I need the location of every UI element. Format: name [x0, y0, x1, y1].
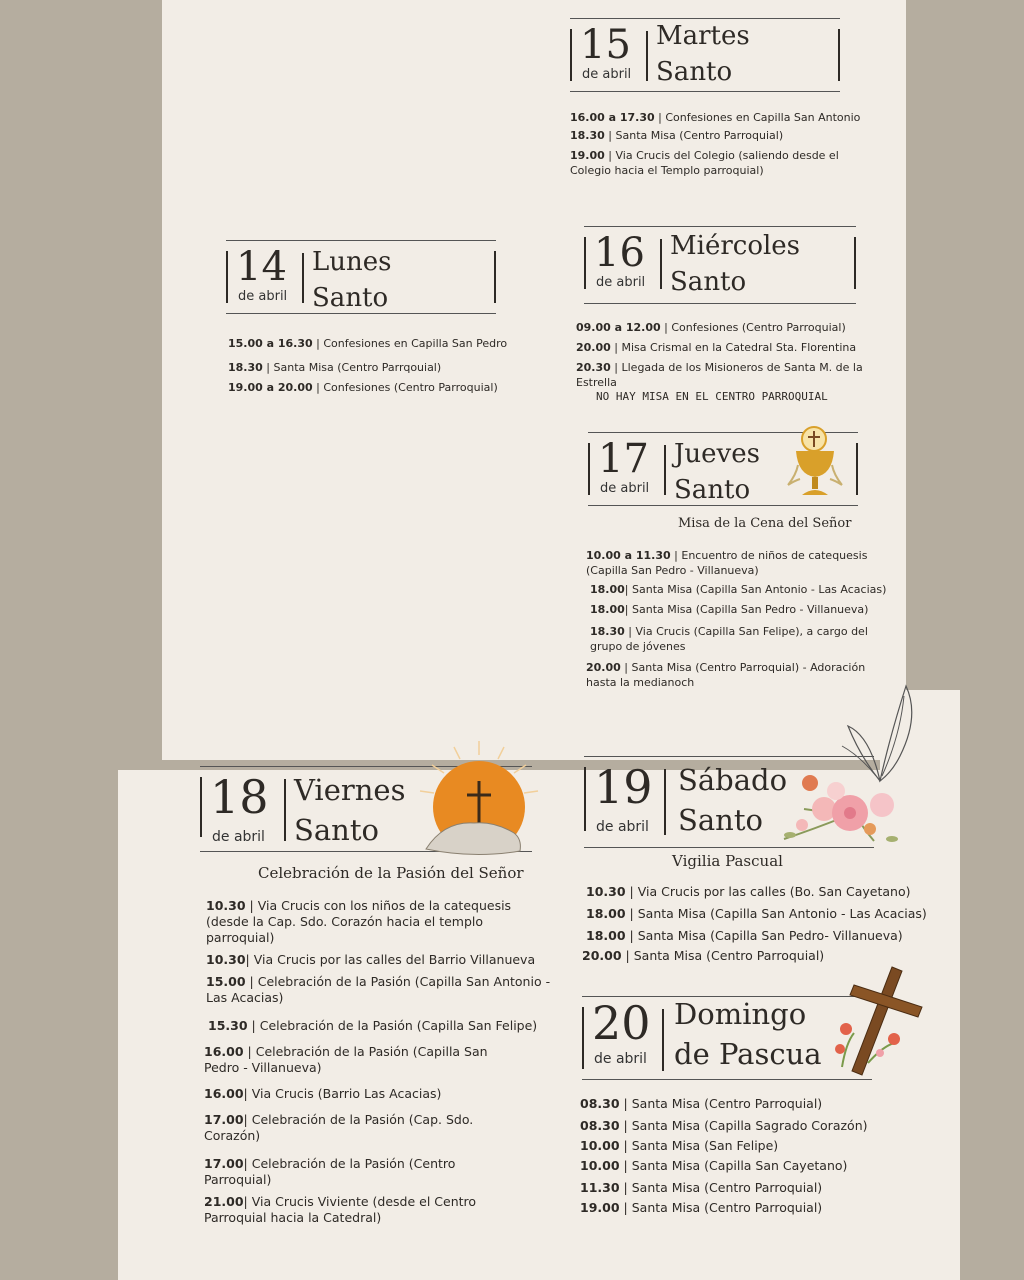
day-month: de abril [238, 289, 288, 304]
event-text: Confesiones en Capilla San Pedro [323, 337, 508, 350]
event-item: 18.30 | Via Crucis (Capilla San Felipe), a cargo del grupo de jóvenes [590, 625, 868, 653]
event-item: 15.30 | Celebración de la Pasión (Capilla San Felipe) [208, 1018, 538, 1033]
event-text: Celebración de la Pasión (Centro Parroquial) [204, 1156, 456, 1187]
event-item: 19.00 | Via Crucis del Colegio (saliendo desde el Colegio hacia el Templo parroquial) [570, 149, 839, 177]
day-number: 20 [592, 996, 651, 1050]
event-item: 18.00| Santa Misa (Capilla San Pedro - Villanueva) [590, 603, 869, 616]
day-name-line2: Santo [294, 813, 379, 847]
event-item: 19.00 a 20.00 | Confesiones (Centro Parroquial) [228, 381, 498, 394]
event-text: Santa Misa (Capilla San Pedro - Villanueva) [632, 603, 869, 616]
event-item: 10.30 | Via Crucis con los niños de la catequesis (desde la Cap. Sdo. Corazón hacia el templo parroquial) [206, 898, 512, 945]
day-month: de abril [596, 275, 646, 290]
event-item: 18.00| Santa Misa (Capilla San Antonio - Las Acacias) [590, 583, 887, 596]
event-text: Santa Misa (Capilla San Cayetano) [631, 1158, 848, 1173]
day-number: 14 [236, 244, 287, 290]
event-time: 19.00 [570, 149, 605, 162]
day-subtitle: Celebración de la Pasión del Señor [258, 864, 524, 882]
day-name-line1: Sábado [678, 763, 788, 797]
event-time: 19.00 a 20.00 [228, 381, 313, 394]
day-month: de abril [582, 67, 632, 82]
event-time: 10.30 [206, 898, 246, 913]
day-name-line2: Santo [312, 283, 389, 313]
event-item: 08.30 | Santa Misa (Centro Parroquial) [580, 1096, 823, 1111]
event-time: 10.00 a 11.30 [586, 549, 671, 562]
event-time: 18.00 [586, 906, 626, 921]
day-name-line2: Santo [670, 267, 747, 297]
event-text: Via Crucis por las calles del Barrio Villanueva [253, 952, 536, 967]
event-time: 17.00 [204, 1112, 244, 1127]
event-item: 11.30 | Santa Misa (Centro Parroquial) [580, 1180, 823, 1195]
sun-cross-icon [414, 737, 544, 861]
event-item: 17.00| Celebración de la Pasión (Centro Parroquial) [204, 1156, 456, 1187]
event-time: 20.00 [586, 661, 621, 674]
event-text: Via Crucis Viviente (desde el Centro Parroquial hacia la Catedral) [204, 1194, 477, 1225]
event-item: 18.30 | Santa Misa (Centro Parrqouial) [228, 361, 442, 374]
event-time: 18.30 [228, 361, 263, 374]
day-number: 16 [594, 230, 645, 276]
day-number: 15 [580, 22, 631, 68]
event-text: Confesiones (Centro Parroquial) [323, 381, 498, 394]
event-text: Santa Misa (Centro Parroquial) - Adoración hasta la medianoch [586, 661, 866, 689]
event-time: 08.30 [580, 1096, 620, 1111]
day-number: 19 [594, 760, 653, 814]
event-item: 20.30 | Llegada de los Misioneros de Santa M. de la Estrella [576, 361, 863, 389]
day-header [570, 18, 840, 92]
event-time: 18.00 [590, 603, 625, 616]
event-text: Santa Misa (Centro Parroquial) [631, 1180, 823, 1195]
event-text: Santa Misa (Capilla San Antonio - Las Acacias) [632, 583, 887, 596]
event-time: 20.00 [582, 948, 622, 963]
event-text: Via Crucis (Capilla San Felipe), a cargo del grupo de jóvenes [590, 625, 868, 653]
event-text: Santa Misa (Capilla San Pedro- Villanueva) [637, 928, 903, 943]
event-text: Santa Misa (Centro Parroquial) [631, 1096, 823, 1111]
event-item: 20.00 | Santa Misa (Centro Parroquial) [582, 948, 825, 963]
event-item: 15.00 a 16.30 | Confesiones en Capilla San Pedro [228, 337, 508, 350]
event-text: Misa Crismal en la Catedral Sta. Florentina [621, 341, 857, 354]
day-note: NO HAY MISA EN EL CENTRO PARROQUIAL [596, 390, 828, 403]
event-time: 19.00 [580, 1200, 620, 1215]
event-item: 10.00 a 11.30 | Encuentro de niños de catequesis (Capilla San Pedro - Villanueva) [586, 549, 868, 577]
event-text: Celebración de la Pasión (Capilla San Antonio - Las Acacias) [206, 974, 551, 1005]
event-time: 18.00 [586, 928, 626, 943]
event-text: Via Crucis con los niños de la catequesis (desde la Cap. Sdo. Corazón hacia el templo parroquial) [206, 898, 512, 945]
event-item: 16.00 | Celebración de la Pasión (Capilla San Pedro - Villanueva) [204, 1044, 488, 1075]
event-item: 20.00 | Misa Crismal en la Catedral Sta. Florentina [576, 341, 857, 354]
event-time: 18.30 [570, 129, 605, 142]
day-name-line1: Viernes [294, 773, 406, 807]
day-subtitle: Vigilia Pascual [672, 852, 783, 870]
event-item: 17.00| Celebración de la Pasión (Cap. Sdo. Corazón) [204, 1112, 474, 1143]
event-item: 18.00 | Santa Misa (Capilla San Pedro- Villanueva) [586, 928, 903, 943]
event-item: 16.00 a 17.30 | Confesiones en Capilla San Antonio [570, 111, 861, 124]
day-header [582, 996, 872, 1080]
event-item: 10.30 | Via Crucis por las calles (Bo. San Cayetano) [586, 884, 911, 899]
event-text: Santa Misa (Centro Parrqouial) [273, 361, 442, 374]
event-text: Celebración de la Pasión (Capilla San Pedro - Villanueva) [204, 1044, 488, 1075]
event-text: Celebración de la Pasión (Capilla San Felipe) [259, 1018, 538, 1033]
flower-bouquet-icon [774, 769, 914, 855]
day-name-line1: Lunes [312, 247, 392, 277]
day-name-line1: Jueves [674, 439, 760, 469]
event-time: 16.00 a 17.30 [570, 111, 655, 124]
event-time: 10.00 [580, 1138, 620, 1153]
event-time: 15.00 [206, 974, 246, 989]
wooden-cross-flowers-icon [832, 963, 928, 1079]
event-item: 10.30| Via Crucis por las calles del Barrio Villanueva [206, 952, 536, 967]
event-time: 16.00 [204, 1044, 244, 1059]
event-text: Santa Misa (Centro Parroquial) [631, 1200, 823, 1215]
event-text: Confesiones en Capilla San Antonio [665, 111, 861, 124]
event-item: 10.00 | Santa Misa (Capilla San Cayetano) [580, 1158, 848, 1173]
event-item: 09.00 a 12.00 | Confesiones (Centro Parroquial) [576, 321, 846, 334]
chalice-host-icon [784, 425, 848, 507]
event-time: 20.30 [576, 361, 611, 374]
day-name-line1: Martes [656, 21, 750, 51]
event-time: 18.00 [590, 583, 625, 596]
day-header [584, 756, 874, 848]
day-header [588, 432, 858, 506]
event-time: 18.30 [590, 625, 625, 638]
event-text: Via Crucis por las calles (Bo. San Cayetano) [637, 884, 911, 899]
day-name-line1: Domingo [674, 997, 807, 1031]
event-item: 18.30 | Santa Misa (Centro Parroquial) [570, 129, 784, 142]
event-text: Santa Misa (Capilla Sagrado Corazón) [631, 1118, 868, 1133]
event-time: 10.30 [206, 952, 246, 967]
event-time: 10.00 [580, 1158, 620, 1173]
day-name-line1: Miércoles [670, 231, 801, 261]
day-header [200, 766, 532, 852]
day-number: 18 [210, 770, 269, 824]
event-text: Santa Misa (Centro Parroquial) [633, 948, 825, 963]
event-item: 19.00 | Santa Misa (Centro Parroquial) [580, 1200, 823, 1215]
day-name-line2: Santo [674, 475, 751, 505]
event-text: Santa Misa (Centro Parroquial) [615, 129, 784, 142]
day-header [584, 226, 856, 304]
event-time: 15.00 a 16.30 [228, 337, 313, 350]
event-time: 21.00 [204, 1194, 244, 1209]
event-time: 10.30 [586, 884, 626, 899]
day-month: de abril [600, 481, 650, 496]
event-time: 20.00 [576, 341, 611, 354]
event-item: 18.00 | Santa Misa (Capilla San Antonio - Las Acacias) [586, 906, 927, 921]
day-name-line2: Santo [678, 803, 763, 837]
day-number: 17 [598, 436, 649, 482]
event-item: 15.00 | Celebración de la Pasión (Capilla San Antonio - Las Acacias) [206, 974, 551, 1005]
day-header [226, 240, 496, 314]
day-month: de abril [212, 829, 265, 845]
day-name-line2: de Pascua [674, 1037, 822, 1071]
event-text: Santa Misa (San Felipe) [631, 1138, 779, 1153]
day-month: de abril [596, 819, 649, 835]
event-item: 16.00| Via Crucis (Barrio Las Acacias) [204, 1086, 442, 1101]
event-time: 11.30 [580, 1180, 620, 1195]
day-subtitle: Misa de la Cena del Señor [678, 516, 852, 531]
event-text: Via Crucis del Colegio (saliendo desde el Colegio hacia el Templo parroquial) [570, 149, 839, 177]
event-item: 08.30 | Santa Misa (Capilla Sagrado Corazón) [580, 1118, 868, 1133]
day-name-line2: Santo [656, 57, 733, 87]
event-item: 20.00 | Santa Misa (Centro Parroquial) - Adoración hasta la medianoch [586, 661, 866, 689]
event-text: Santa Misa (Capilla San Antonio - Las Acacias) [637, 906, 927, 921]
event-text: Encuentro de niños de catequesis (Capilla San Pedro - Villanueva) [586, 549, 868, 577]
event-item: 10.00 | Santa Misa (San Felipe) [580, 1138, 779, 1153]
event-time: 15.30 [208, 1018, 248, 1033]
event-time: 08.30 [580, 1118, 620, 1133]
day-month: de abril [594, 1051, 647, 1067]
event-text: Via Crucis (Barrio Las Acacias) [251, 1086, 442, 1101]
event-time: 17.00 [204, 1156, 244, 1171]
event-time: 09.00 a 12.00 [576, 321, 661, 334]
event-time: 16.00 [204, 1086, 244, 1101]
event-text: Confesiones (Centro Parroquial) [671, 321, 846, 334]
event-item: 21.00| Via Crucis Viviente (desde el Centro Parroquial hacia la Catedral) [204, 1194, 477, 1225]
event-text: Celebración de la Pasión (Cap. Sdo. Corazón) [204, 1112, 474, 1143]
event-text: Llegada de los Misioneros de Santa M. de la Estrella [576, 361, 863, 389]
